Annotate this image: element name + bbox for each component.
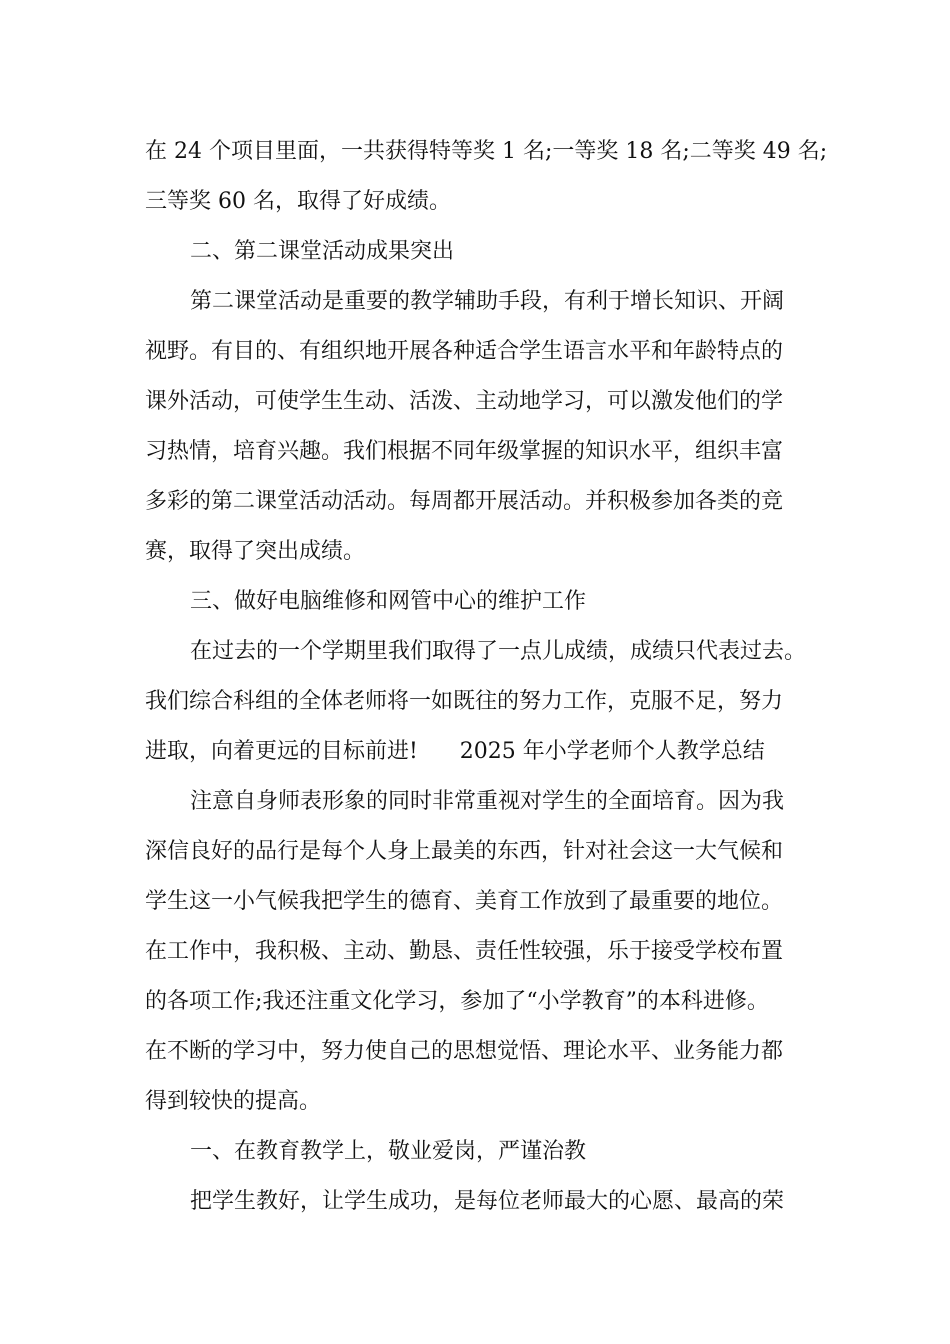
section-heading: 三、做好电脑维修和网管中心的维护工作 — [190, 589, 587, 614]
text-line: 进取，向着更远的目标前进! 2025 年小学老师个人教学总结 — [145, 739, 765, 764]
text-line: 多彩的第二课堂活动活动。每周都开展活动。并积极参加各类的竞 — [145, 489, 784, 514]
text-line: 得到较快的提高。 — [145, 1089, 322, 1114]
text-line: 我们综合科组的全体老师将一如既往的努力工作，克服不足，努力 — [145, 689, 784, 714]
text-line: 的各项工作;我还注重文化学习，参加了“小学教育”的本科进修。 — [145, 989, 769, 1014]
text-line: 学生这一小气候我把学生的德育、美育工作放到了最重要的地位。 — [145, 889, 784, 914]
section-heading: 二、第二课堂活动成果突出 — [190, 239, 455, 264]
text-line: 习热情，培育兴趣。我们根据不同年级掌握的知识水平，组织丰富 — [145, 439, 784, 464]
text-line: 在 24 个项目里面，一共获得特等奖 1 名;一等奖 18 名;二等奖 49 名; — [145, 139, 828, 164]
text-line: 深信良好的品行是每个人身上最美的东西，针对社会这一大气候和 — [145, 839, 784, 864]
text-line: 三等奖 60 名，取得了好成绩。 — [145, 189, 451, 214]
text-line: 把学生教好，让学生成功，是每位老师最大的心愿、最高的荣 — [190, 1189, 785, 1214]
text-line: 赛，取得了突出成绩。 — [145, 539, 366, 564]
text-line: 注意自身师表形象的同时非常重视对学生的全面培育。因为我 — [190, 789, 785, 814]
text-line: 在不断的学习中，努力使自己的思想觉悟、理论水平、业务能力都 — [145, 1039, 784, 1064]
section-heading: 一、在教育教学上，敬业爱岗，严谨治教 — [190, 1139, 587, 1164]
text-line: 视野。有目的、有组织地开展各种适合学生语言水平和年龄特点的 — [145, 339, 784, 364]
text-line: 第二课堂活动是重要的教学辅助手段，有利于增长知识、开阔 — [190, 289, 785, 314]
text-line: 在过去的一个学期里我们取得了一点儿成绩，成绩只代表过去。 — [190, 639, 807, 664]
text-line: 课外活动，可使学生生动、活泼、主动地学习，可以激发他们的学 — [145, 389, 784, 414]
text-line: 在工作中，我积极、主动、勤恳、责任性较强，乐于接受学校布置 — [145, 939, 784, 964]
